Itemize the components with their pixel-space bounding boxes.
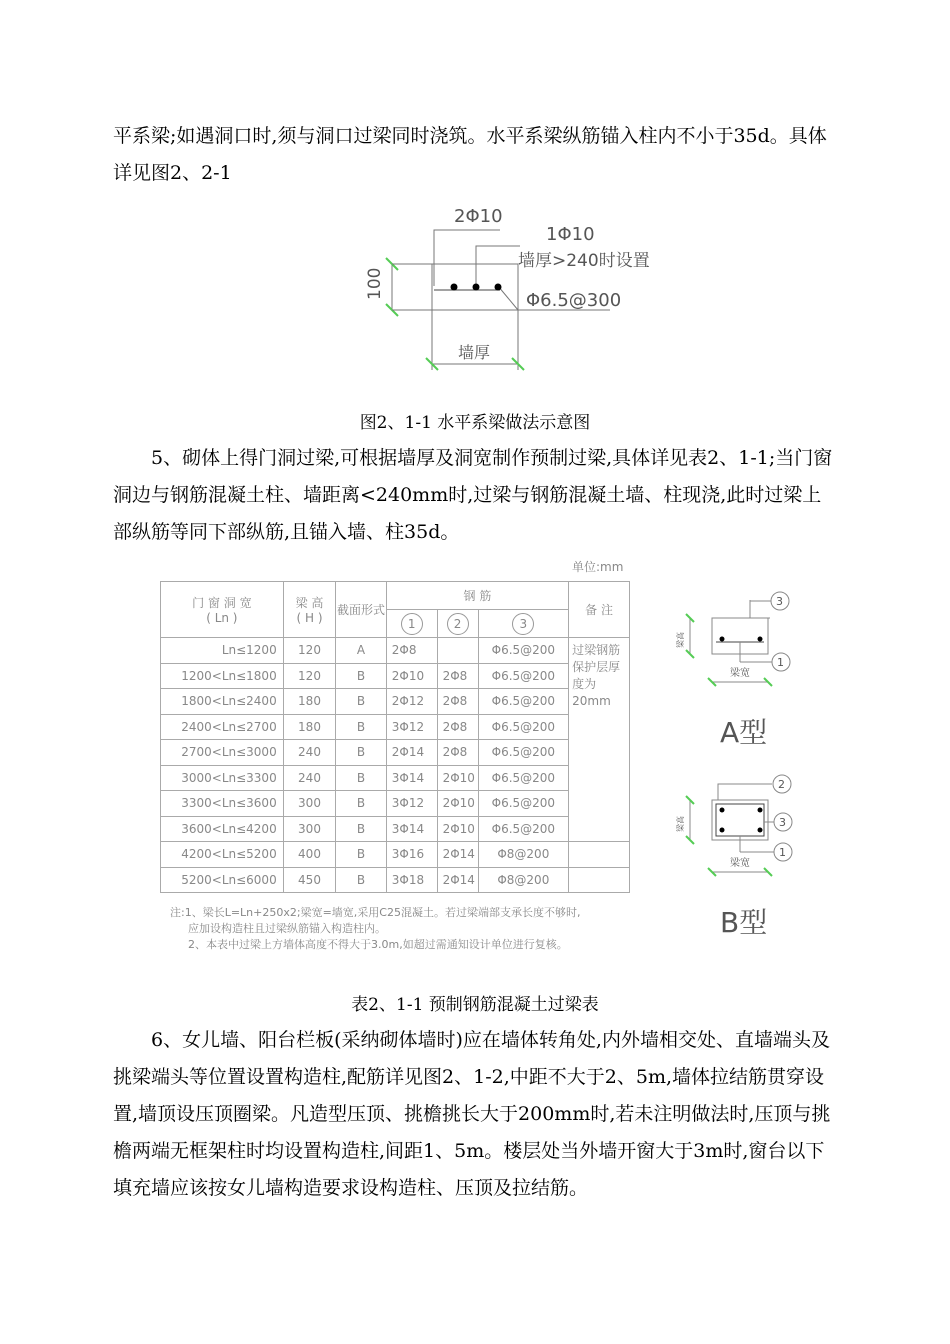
table-row: 5200<Ln≤6000 450 B 3Φ18 2Φ14 Φ8@200 xyxy=(161,867,630,893)
header-height: 梁 高 ( H ) xyxy=(283,582,336,638)
type-b-title: B型 xyxy=(720,906,768,939)
table-row: 3300<Ln≤3600 300 B 3Φ12 2Φ10 Φ6.5@200 xyxy=(161,791,630,817)
label-2phi10: 2Φ10 xyxy=(454,206,503,227)
type-b-circle-2: 2 xyxy=(778,778,785,791)
rebar-dot xyxy=(495,284,502,291)
table-row: 3000<Ln≤3300 240 B 3Φ14 2Φ10 Φ6.5@200 xyxy=(161,765,630,791)
remark-cell: 过梁钢筋保护层厚度为20mm xyxy=(569,638,630,842)
rebar-dot xyxy=(451,284,458,291)
table-row: 1800<Ln≤2400 180 B 2Φ12 2Φ8 Φ6.5@200 xyxy=(161,689,630,715)
table-row: 2400<Ln≤2700 180 B 3Φ12 2Φ8 Φ6.5@200 xyxy=(161,714,630,740)
table-caption: 表2、1-1 预制钢筋混凝土过梁表 xyxy=(351,995,599,1015)
figure-tie-beam xyxy=(350,200,650,380)
paragraph-1: 平系梁;如遇洞口时,须与洞口过梁同时浇筑。水平系梁纵筋锚入柱内不小于35d。具体详见图2、2-1 xyxy=(113,125,827,184)
table-notes: 注:1、梁长L=Ln+250x2;梁宽=墙宽,采用C25混凝土。若过梁端部支承长度不够时, 应加设构造柱且过梁纵筋锚入构造柱内。 2、本表中过梁上方墙体高度不得大于3.0m,如超过需通知设计单位进行复核。 xyxy=(170,906,581,951)
circle-3: 3 xyxy=(512,613,534,635)
table-row: 2700<Ln≤3000 240 B 2Φ14 2Φ8 Φ6.5@200 xyxy=(161,740,630,766)
unit-label: 单位:mm xyxy=(572,560,624,574)
type-a-circle-3: 3 xyxy=(776,595,783,608)
type-b-diagram xyxy=(660,772,820,952)
rebar-dot xyxy=(473,284,480,291)
type-b-height-label: 梁高 xyxy=(676,816,685,832)
circle-2: 2 xyxy=(447,613,469,635)
label-1phi10: 1Φ10 xyxy=(546,224,595,245)
type-b-circle-1: 1 xyxy=(779,846,786,859)
header-rebar: 钢 筋 xyxy=(386,582,568,610)
table-row: 4200<Ln≤5200 400 B 3Φ16 2Φ14 Φ8@200 xyxy=(161,842,630,868)
header-remark: 备 注 xyxy=(569,582,630,638)
header-section: 截面形式 xyxy=(336,582,386,638)
header-opening: 门 窗 洞 宽 ( Ln ) xyxy=(161,582,284,638)
type-b-width-label: 梁宽 xyxy=(730,858,750,869)
type-a-circle-1: 1 xyxy=(777,656,784,669)
paragraph-6: 6、女儿墙、阳台栏板(采纳砌体墙时)应在墙体转角处,内外墙相交处、直墙端头及挑梁端头等位置设置构造柱,配筋详见图2、1-2,中距不大于2、5m,墙体拉结筋贯穿设置,墙顶设压顶圈梁。凡造型压顶、挑檐挑长大于200mm时,若未注明做法时,压顶与挑檐两端无框架柱时均设置构造柱,间距1、5m。楼层处当外墙开窗大于3m时,窗台以下填充墙应该按女儿墙构造要求设构造柱、压顶及拉结筋。 xyxy=(113,1029,831,1199)
type-a-diagram xyxy=(660,590,820,760)
type-a-title: A型 xyxy=(720,716,768,749)
lintel-table xyxy=(160,581,630,893)
circle-1: 1 xyxy=(401,613,423,635)
type-a-width-label: 梁宽 xyxy=(730,668,750,679)
label-height-100: 100 xyxy=(365,267,385,300)
label-condition: 墙厚>240时设置 xyxy=(518,251,650,271)
label-stirrup: Φ6.5@300 xyxy=(526,290,622,311)
table-row: Ln≤1200 120 A 2Φ8 Φ6.5@200 过梁钢筋保护层厚度为20mm xyxy=(161,638,630,664)
label-wall-thickness: 墙厚 xyxy=(458,343,491,362)
type-a-height-label: 梁高 xyxy=(676,632,685,648)
type-b-circle-3: 3 xyxy=(779,816,786,829)
table-row: 1200<Ln≤1800 120 B 2Φ10 2Φ8 Φ6.5@200 xyxy=(161,663,630,689)
figure-caption: 图2、1-1 水平系梁做法示意图 xyxy=(359,413,591,433)
table-row: 3600<Ln≤4200 300 B 3Φ14 2Φ10 Φ6.5@200 xyxy=(161,816,630,842)
paragraph-5: 5、砌体上得门洞过梁,可根据墙厚及洞宽制作预制过梁,具体详见表2、1-1;当门窗洞边与钢筋混凝土柱、墙距离<240mm时,过梁与钢筋混凝土墙、柱现浇,此时过梁上部纵筋等同下部纵筋,且锚入墙、柱35d。 xyxy=(113,447,833,543)
